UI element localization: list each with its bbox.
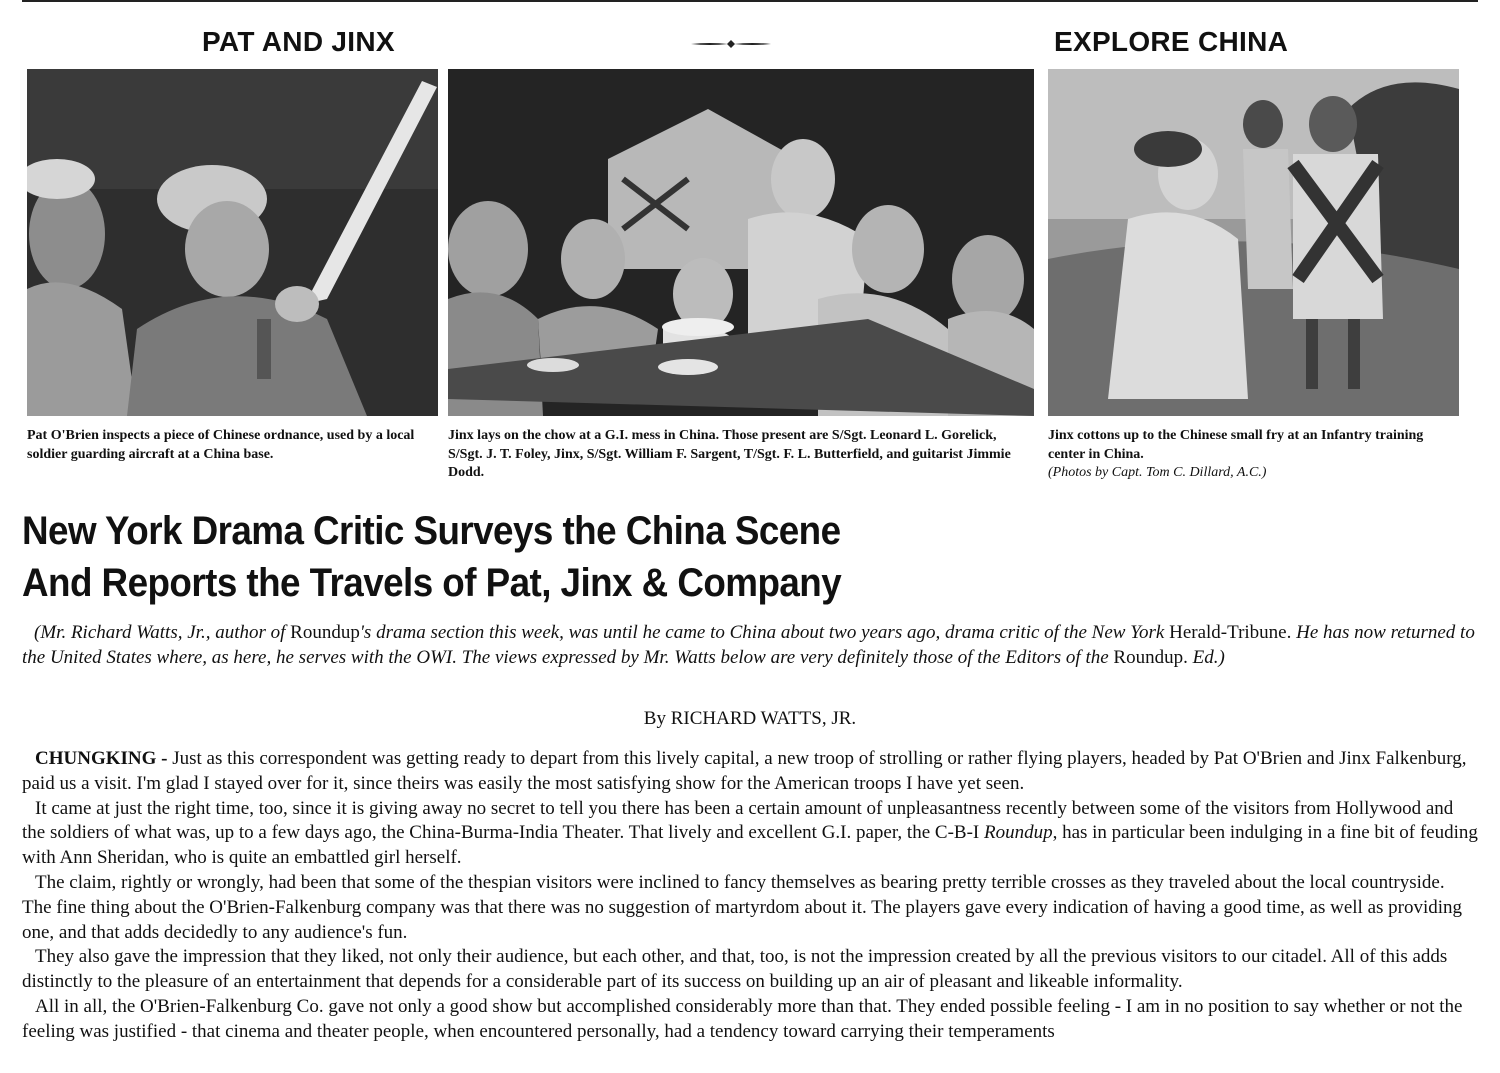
photo-gi-mess xyxy=(448,69,1034,416)
paragraph-4: They also gave the impression that they liked, not only their audience, but each other, and that, too, is not the impression created by all the previous visitors to our citadel. All of this adds distinctly to the pleasure of an entertainment that depends for a considerable part of its success on building up an air of pleasant and likeable informality. xyxy=(22,946,1448,993)
header-left: PAT AND JINX xyxy=(202,26,395,57)
top-rule xyxy=(22,0,1478,2)
photo-pat-obrien xyxy=(27,69,438,416)
headline-line-2: And Reports the Travels of Pat, Jinx & Company xyxy=(22,561,842,605)
editor-note: (Mr. Richard Watts, Jr., author of Roundup's drama section this week, was until he came to China about two years ago, drama critic of the New York Herald-Tribune. He has now returned to the United States where, as here, he serves with the OWI. The views expressed by Mr. Watts below are very definitely those of the Editors of the Roundup. Ed.) xyxy=(22,622,1475,668)
caption-photo-1: Pat O'Brien inspects a piece of Chinese ordnance, used by a local soldier guarding aircraft at a China base. xyxy=(27,428,415,462)
divider-ornament xyxy=(690,36,772,52)
photo-credit: (Photos by Capt. Tom C. Dillard, A.C.) xyxy=(1048,465,1267,480)
article-headline xyxy=(22,505,841,609)
caption-photo-3 xyxy=(1048,427,1459,483)
byline: By RICHARD WATTS, JR. xyxy=(643,708,857,729)
headline-line-1: New York Drama Critic Surveys the China Scene xyxy=(22,509,841,553)
paragraph-3: The claim, rightly or wrongly, had been that some of the thespian visitors were inclined to fancy themselves as bearing pretty terrible crosses as they traveled about the local countryside. The fine thing about the O'Brien-Falkenburg company was that there was no suggestion of martyrdom about it. The players gave every indication of having a good time, as well as providing one, and that adds decidedly to any audience's fun. xyxy=(22,871,1463,943)
paragraph-2: It came at just the right time, too, since it is giving away no secret to tell you there has been a certain amount of unpleasantness recently between some of the visitors from Hollywood and the soldiers of what was, up to a few days ago, the China-Burma-India Theater. That lively and excellent G.I. paper, the C-B-I Roundup, has in particular been indulging in a fine bit of feuding with Ann Sheridan, who is quite an embattled girl herself. xyxy=(22,797,1478,869)
photo-small-fry xyxy=(1048,69,1459,416)
header-right: EXPLORE CHINA xyxy=(1054,26,1289,57)
article-body xyxy=(22,747,1478,1045)
paragraph-1: CHUNGKING - Just as this correspondent was getting ready to depart from this lively capital, a new troop of strolling or rather flying players, headed by Pat O'Brien and Jinx Falkenburg, paid us a visit. I'm glad I stayed over for it, since theirs was easily the most satisfying show for the American troops I have yet seen. xyxy=(22,748,1467,794)
dateline: CHUNGKING - xyxy=(35,748,168,769)
paragraph-5: All in all, the O'Brien-Falkenburg Co. gave not only a good show but accomplished considerably more than that. They ended possible feeling - I am in no position to say whether or not the feeling was justified - that cinema and theater people, when encountered personally, had a tendency toward carrying their temperaments xyxy=(22,995,1463,1042)
caption-photo-2: Jinx lays on the chow at a G.I. mess in China. Those present are S/Sgt. Leonard L. Gorelick, S/Sgt. J. T. Foley, Jinx, S/Sgt. William F. Sargent, T/Sgt. F. L. Butterfield, and guitarist Jimmie Dodd. xyxy=(448,428,1011,480)
caption-photo-3-text: Jinx cottons up to the Chinese small fry at an Infantry training center in China. xyxy=(1048,428,1424,462)
